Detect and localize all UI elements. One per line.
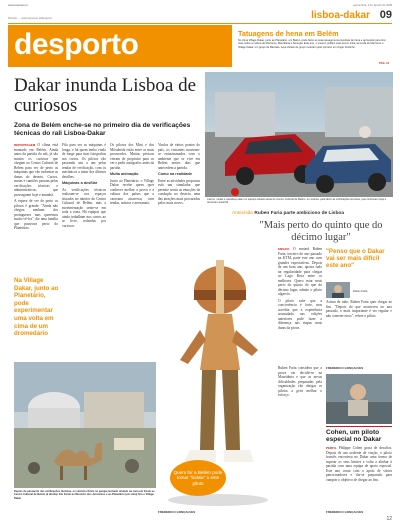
- site-url: www.expresso.pt: [8, 4, 28, 7]
- side-story-headline: Cohen, um piloto especial no Dakar: [326, 429, 382, 444]
- section-title: desporto: [14, 28, 139, 61]
- teaser-title: Tatuagens de hena em Belém: [238, 29, 339, 38]
- header-rule: [8, 23, 392, 24]
- issue-number: 09: [379, 9, 392, 21]
- pull-quote-author: Ruben Faria: [353, 290, 368, 293]
- antevisao-col-b: Acima de tudo, Ruben Faria quer chegar ao fim. "Depois do que aconteceu no ano passado, o mais importante é ser regular e não cometer erros", refere o piloto.: [326, 300, 392, 318]
- ruben-faria-photo: [326, 282, 350, 298]
- pull-quote-text: "Penso que o Dakar vai ser mais difícil este ano": [326, 248, 385, 269]
- teaser-box: [234, 25, 392, 67]
- antevisao-col-c: Ruben Faria considera que a prova vai decidir-se na Mauritânia e que as novas dificuldades preparadas pela organização vão obrigar os pilotos a gerir melhor o esforço.: [278, 366, 322, 397]
- right-boot: [224, 450, 254, 462]
- side-story-rule: [326, 426, 392, 427]
- edition-date: quinta-feira, 3 de Janeiro de 2008: [353, 4, 392, 7]
- article-col-2: Fila para ver as máquinas é longa, e há quem tenha vindo de longe para tirar fotografias aos carros. Os pilotos vão passando um a um pelas tendas de verificação, com os mecânicos a tratar dos últimos detalhes. Máquinas a desfilar As verificações técnicas realizam-se nos espaços situados no interior do Centro Cultural de Belém, mas a movimentação sente-se em toda a zona. Há equipas que ainda trabalham nos carros ao ar livre, rodeadas por curiosos.: [62, 143, 106, 228]
- photo-right-caption: Carros, motas e camiões pulam no espaço situado atrás do Centro Cultural de Belém, em Lisboa, para fazer as verificações técnicas, que continuam hoje e terminam amanhã: [207, 198, 387, 205]
- teaser-page-ref: PÁG. 13: [379, 61, 389, 65]
- main-subhead: Zona de Belém enche-se no primeiro dia de verificações técnicas do rali Lisboa-Dakar: [14, 122, 191, 137]
- side-story-byline: PERFIL: [326, 446, 337, 450]
- teaser-body: No clima Village Dakar, junto ao Planetário, em Belém, pode fazer as suas tatuagens temporárias de hena e aproveitar para tirar mais sobre a cultura de Marrocos, Mauritânia e Senegal. Este ano, o mesmo público mais jovem tinha na tenda de Marrocos o Village Dakar, um grupo de Bamako. Aqui oficiais do grupo mostram pelo primeiro em cinger brazinho.: [238, 39, 386, 49]
- article-author: FREDERICO GONÇALVES: [158, 510, 196, 514]
- side-story-body: PERFIL Philippe Cohen gosta de desafios. Depois de um acidente de viação, o piloto francês encontrou no Dakar uma forma de superar os seus limites e volta a alinhar à partida com uma equipa de apoio especial. Este ano conta com o apoio de vários patrocinadores e diz-se preparado para cumprir o objetivo de chegar ao fim.: [326, 446, 392, 482]
- article-col-4: Vindos de vários pontos do país, os visitantes mostram-se entusiasmados com o ambiente que se vive em Belém nestes dias que antecedem a partida. Como na realidade Entre as atividades propostas está um simulador que permite sentir as emoções da condução no deserto, uma das atrações mais procuradas pelos mais novos.: [158, 143, 200, 205]
- article-col-1: REPORTAGEM O clima está montado em Belém. Ainda antes da partida do rali, já são muitos os curiosos que chegam ao Centro Cultural de Belém para ver de perto as máquinas que vão enfrentar as dunas do deserto. Carros, motas e camiões passam pelas verificações técnicas e administrativas, que prosseguem hoje e amanhã. A espera de ver de perto os pilotos é grande: "Ainda não chegou nenhum dos portugueses mas queremos muito vê-los", diz uma família que passeava perto do Planetário.: [14, 143, 58, 230]
- cohen-photo: [326, 374, 392, 424]
- antevisao-headline: "Mais perto do quinto que do décimo lugar": [259, 220, 383, 243]
- planetarium-building: [28, 392, 80, 428]
- article-byline: REPORTAGEM: [14, 143, 36, 147]
- side-story-author: FREDERICO GONÇALVES: [326, 510, 364, 514]
- section-banner: [8, 25, 232, 67]
- page-number: 12: [386, 516, 392, 522]
- village-dakar-photo: [14, 362, 156, 488]
- right-leg: [222, 370, 240, 450]
- masthead-meta: Director: ... www.expresso.pt/desporto: [8, 17, 52, 20]
- antevisao-byline: ENSAIO: [278, 247, 290, 251]
- edition-name: lisboa-dakar: [311, 10, 370, 21]
- article-subhead-3: Como na realidade: [158, 172, 192, 176]
- photo-left-caption: Depois de passarem nas verificações técnicas, os veículos ficam no parque fechado situado na zona em frente ao Centro Cultural de Belém (à direita). Em frente ao Mosteiro dos Jerónimos e ao Planetário (em cima) fica o Village Dakar: [14, 490, 155, 500]
- helmet: [194, 260, 246, 320]
- article-subhead-1: Máquinas a desfilar: [62, 181, 98, 185]
- article-col-3: Os pilotos dos Mini e dos Mitsubishi estão entre os mais procurados. Muitas pessoas vieram de propósito para os ver e pedir autógrafos antes da partida. Muita animação Junto ao Planetário, o Village Dakar recebe quem quer conhecer melhor a prova e a cultura dos países que a caravana atravessa, com tendas, música e artesanato.: [110, 143, 154, 205]
- main-headline: Dakar inunda Lisboa de curiosos: [14, 75, 197, 116]
- left-leg: [200, 370, 216, 450]
- antevisao-author: FREDERICO GONÇALVES: [326, 366, 364, 370]
- rally-cars-photo: [205, 72, 393, 197]
- article-subhead-2: Muita animação: [110, 172, 139, 176]
- antevisao-col-a: ENSAIO O motard Ruben Faria, terceiro do ano passado na KTM, parte este ano com grandes expectativas. Depois de um bom ano, aposta tudo na regularidade para chegar ao Lago Rosa entre os melhores. Quero estar mais perto do quinto do que do décimo lugar, admite o piloto algarvio. O piloto sabe que a concorrência é forte, mas acredita que a experiência acumulada nas edições anteriores pode fazer a diferença nas etapas mais duras da prova.: [278, 247, 322, 330]
- speech-balloon: Quem for a Belém pode tomar "boleia" a este piloto: [170, 460, 226, 496]
- antevisao-kicker: Antevisão Ruben Faria parte ambicioso de Lisboa: [232, 211, 344, 216]
- orange-callout: Na Village Dakar, junto ao Planetário, pode experimentar uma volta em cima de um dromedário: [14, 277, 59, 338]
